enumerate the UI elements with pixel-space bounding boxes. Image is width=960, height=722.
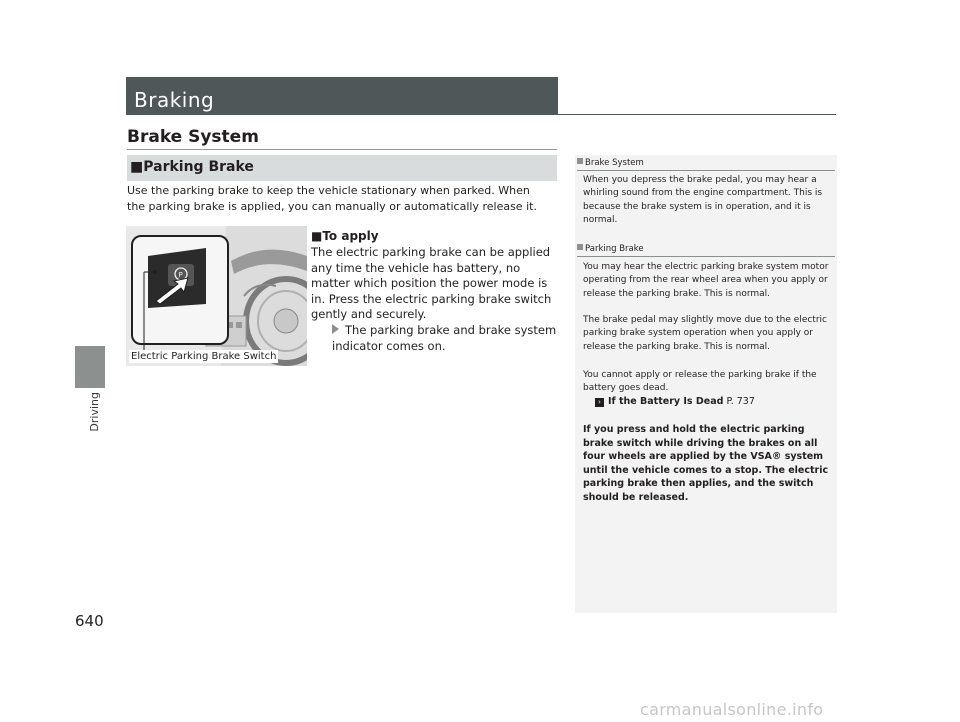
section-rule — [127, 149, 557, 150]
note-heading-parking-brake — [577, 244, 644, 254]
note-rule — [577, 170, 835, 171]
note-paragraph: You cannot apply or release the parking brake if the battery goes dead. — [583, 370, 817, 394]
bullet-icon: ■ — [311, 229, 323, 243]
page-number: 640 — [75, 612, 104, 630]
note-text-brake-system: When you depress the brake pedal, you may hear a whirling sound from the engine compartment. This is because the brake system is in operation, and it is normal. — [583, 175, 823, 225]
subsection-title-text: Parking Brake — [143, 159, 254, 175]
note-rule — [577, 256, 835, 257]
result-arrow-icon — [332, 324, 339, 334]
parking-brake-illustration — [126, 226, 307, 366]
apply-instructions: The electric parking brake can be applied any time the vehicle has battery, no matter which position the power mode is in. Press the electric parking brake switch gently and securely. — [311, 245, 552, 321]
intro-paragraph: Use the parking brake to keep the vehicle stationary when parked. When the parking brake is applied, you can manually or automatically release it. — [127, 184, 537, 213]
bullet-icon: ■ — [130, 159, 144, 175]
section-title: Brake System — [127, 127, 259, 147]
apply-result-text: The parking brake and brake system indicator comes on. — [332, 323, 557, 353]
side-section-label: Driving — [88, 392, 101, 432]
svg-text:P: P — [178, 271, 183, 279]
apply-result — [332, 323, 557, 354]
chapter-title: Braking — [134, 88, 215, 112]
note-warning-paragraph: If you press and hold the electric parking brake switch while driving the brakes on all four wheels are applied by the VSA® system until the vehicle comes to a stop. The electric parking brake then applies, and the switch should be released. — [583, 424, 829, 503]
subsection-title — [130, 159, 254, 175]
reference-page: P. 737 — [726, 396, 755, 407]
apply-heading — [311, 229, 379, 243]
cross-reference-link[interactable] — [595, 395, 755, 408]
header-rule — [558, 114, 836, 115]
note-flag-icon — [577, 158, 583, 164]
note-heading-brake-system — [577, 158, 644, 168]
reference-arrow-icon: › — [595, 398, 604, 407]
apply-heading-text: To apply — [322, 229, 379, 243]
reference-title: If the Battery Is Dead — [608, 396, 724, 407]
note-paragraph: The brake pedal may slightly move due to the electric parking brake system operation when you apply or release the parking brake. This is normal. — [583, 315, 827, 352]
note-heading-text: Parking Brake — [585, 244, 644, 254]
illustration-caption: Electric Parking Brake Switch — [131, 351, 277, 362]
note-paragraph: You may hear the electric parking brake system motor operating from the rear wheel area when you apply or release the parking brake. This is normal. — [583, 262, 829, 299]
note-flag-icon — [577, 244, 583, 250]
section-tab-marker — [75, 346, 105, 388]
note-heading-text: Brake System — [585, 158, 644, 168]
watermark: carmanualsonline.info — [640, 700, 824, 719]
